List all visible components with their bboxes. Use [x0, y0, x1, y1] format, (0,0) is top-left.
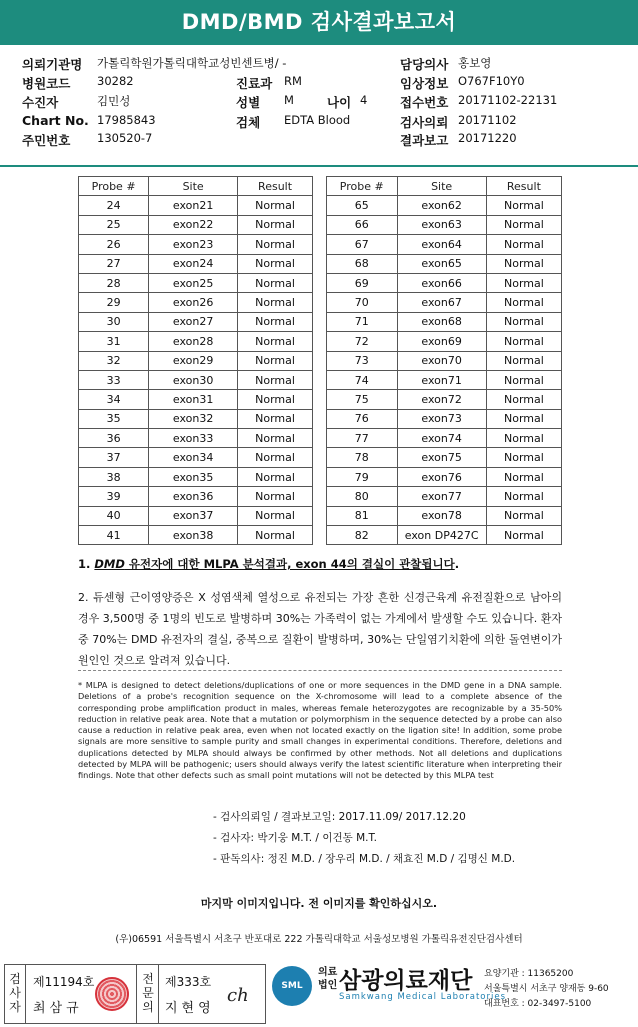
report-value: 20171220 — [458, 131, 517, 145]
finding-text: 유전자에 대한 MLPA 분석결과, exon 44의 결실이 관찰됩니다 — [124, 557, 455, 571]
probe-rows-right — [327, 196, 562, 545]
hospital-code-value: 30282 — [97, 74, 134, 88]
table-row — [79, 467, 313, 486]
clinical-value: O767F10Y0 — [458, 74, 525, 88]
contact-code: 요양기관 : 11365200 — [484, 969, 574, 979]
column-header: Probe # — [327, 177, 398, 196]
probe-number-cell: 29 — [79, 293, 149, 312]
site-cell: exon27 — [149, 312, 238, 331]
contact-address: 서울특별시 서초구 양재동 9-60 — [484, 984, 609, 994]
probe-number-cell: 82 — [327, 526, 398, 545]
table-row — [79, 332, 313, 351]
table-row — [327, 467, 562, 486]
table-row — [79, 351, 313, 370]
id-label: 주민번호 — [22, 133, 71, 148]
gene-name: DMD — [94, 557, 125, 571]
id-value: 130520-7 — [97, 131, 153, 145]
age-value: 4 — [360, 93, 368, 107]
examiner-name: 최삼규 — [33, 1001, 83, 1016]
result-cell: Normal — [486, 254, 561, 273]
column-header: Result — [238, 177, 313, 196]
box-divider — [158, 965, 159, 1023]
sex-value: M — [284, 93, 294, 107]
institution-value: 가톨릭학원가톨릭대학교성빈센트병/ - — [97, 56, 287, 70]
doctor-label: 담당의사 — [400, 57, 449, 72]
vert-char: 자 — [9, 1000, 21, 1014]
site-cell: exon69 — [397, 332, 486, 351]
result-cell: Normal — [238, 526, 313, 545]
result-cell: Normal — [238, 312, 313, 331]
table-row — [327, 235, 562, 254]
specialist-name: 지현영 — [165, 1001, 215, 1016]
site-cell: exon32 — [149, 409, 238, 428]
result-cell: Normal — [238, 506, 313, 525]
request-value: 20171102 — [458, 113, 517, 127]
site-cell: exon25 — [149, 273, 238, 292]
result-cell: Normal — [486, 429, 561, 448]
result-cell: Normal — [238, 215, 313, 234]
chart-label: Chart No. — [22, 113, 89, 128]
table-row — [79, 487, 313, 506]
specialist-vertical-label — [141, 972, 155, 1014]
table-row — [327, 332, 562, 351]
vert-char: 사 — [9, 986, 21, 1000]
finding-underlined — [94, 557, 454, 571]
site-cell: exon66 — [397, 273, 486, 292]
site-cell: exon26 — [149, 293, 238, 312]
probe-number-cell: 37 — [79, 448, 149, 467]
table-row — [79, 273, 313, 292]
table-row — [327, 390, 562, 409]
request-label: 검사의뢰 — [400, 115, 449, 130]
probe-number-cell: 67 — [327, 235, 398, 254]
site-cell: exon35 — [149, 467, 238, 486]
site-cell: exon31 — [149, 390, 238, 409]
specialist-registration: 제333호 — [165, 975, 212, 989]
site-cell: exon DP427C — [397, 526, 486, 545]
mlpa-disclaimer: * MLPA is designed to detect deletions/duplications of one or more sequences in the DMD gene in a DNA sample. Deletions of a probe's recognition sequence on the X-chromosome will lead to a complete absence of the corresponding probe amplification product in males, whereas female heterozygotes are recognizable by a 35-50% reduction in relative peak area. Note that a mutation or polymorphism in the sequence detected by a probe can also cause a reduction in relative peak area, even when not located exactly on the ligation site! In addition, some probe signals are more sensitive to sample purity and small changes in experimental conditions. Therefore, deletions and duplications detected by MLPA should always be confirmed by other methods. Not all deletions and duplications detected by MLPA will be pathogenic; users should always verify the latest scientific literature when interpreting their findings. Note that other defects such as small point mutations will not be detected by this MLPA test — [78, 680, 562, 781]
table-header-row — [79, 177, 313, 196]
probe-number-cell: 25 — [79, 215, 149, 234]
result-cell: Normal — [238, 293, 313, 312]
info-row-2 — [22, 74, 628, 93]
probe-number-cell: 69 — [327, 273, 398, 292]
column-header: Probe # — [79, 177, 149, 196]
column-header: Site — [149, 177, 238, 196]
table-row — [79, 370, 313, 389]
probe-number-cell: 81 — [327, 506, 398, 525]
result-cell: Normal — [238, 254, 313, 273]
table-row — [327, 526, 562, 545]
patient-label: 수진자 — [22, 95, 59, 110]
probe-number-cell: 32 — [79, 351, 149, 370]
table-row — [327, 254, 562, 273]
finding-note — [78, 556, 459, 572]
table-row — [327, 409, 562, 428]
dashed-divider — [78, 670, 562, 671]
site-cell: exon38 — [149, 526, 238, 545]
result-cell: Normal — [486, 273, 561, 292]
probe-number-cell: 40 — [79, 506, 149, 525]
result-cell: Normal — [486, 409, 561, 428]
table-row — [327, 273, 562, 292]
result-cell: Normal — [238, 196, 313, 215]
vert-char: 문 — [142, 986, 154, 1000]
probe-number-cell: 31 — [79, 332, 149, 351]
probe-rows-left — [79, 196, 313, 545]
site-cell: exon67 — [397, 293, 486, 312]
probe-number-cell: 39 — [79, 487, 149, 506]
table-row — [327, 448, 562, 467]
vert-char: 의 — [142, 1000, 154, 1014]
receipt-label: 접수번호 — [400, 95, 449, 110]
site-cell: exon23 — [149, 235, 238, 254]
site-cell: exon72 — [397, 390, 486, 409]
probe-number-cell: 80 — [327, 487, 398, 506]
table-row — [79, 215, 313, 234]
examiner-line: - 검사자: 박기웅 M.T. / 이건동 M.T. — [213, 832, 377, 844]
table-row — [327, 312, 562, 331]
examiner-vertical-label — [8, 972, 22, 1014]
result-cell: Normal — [486, 332, 561, 351]
table-row — [327, 487, 562, 506]
institution-label: 의뢰기관명 — [22, 57, 83, 72]
site-cell: exon73 — [397, 409, 486, 428]
department-value: RM — [284, 74, 302, 88]
probe-number-cell: 79 — [327, 467, 398, 486]
table-row — [79, 390, 313, 409]
result-cell: Normal — [238, 235, 313, 254]
probe-number-cell: 34 — [79, 390, 149, 409]
site-cell: exon64 — [397, 235, 486, 254]
dates-line: - 검사의뢰일 / 결과보고일: 2017.11.09/ 2017.12.20 — [213, 811, 466, 823]
footer — [0, 960, 638, 1027]
probe-number-cell: 76 — [327, 409, 398, 428]
result-cell: Normal — [486, 312, 561, 331]
lab-address: (우)06591 서울특별시 서초구 반포대로 222 가톨릭대학교 서울성모병원 가톨릭유전진단검사센터 — [115, 934, 523, 945]
probe-number-cell: 74 — [327, 370, 398, 389]
table-row — [79, 235, 313, 254]
examiner-registration: 제11194호 — [33, 975, 95, 989]
logo-small-text-2: 법인 — [318, 980, 338, 991]
site-cell: exon24 — [149, 254, 238, 273]
site-cell: exon74 — [397, 429, 486, 448]
site-cell: exon33 — [149, 429, 238, 448]
probe-number-cell: 72 — [327, 332, 398, 351]
probe-number-cell: 68 — [327, 254, 398, 273]
result-cell: Normal — [486, 448, 561, 467]
probe-number-cell: 70 — [327, 293, 398, 312]
result-cell: Normal — [238, 390, 313, 409]
box-divider — [136, 965, 137, 1023]
reader-line: - 판독의사: 정진 M.D. / 장우리 M.D. / 채효진 M.D / 김명신 M.D. — [213, 853, 516, 865]
result-cell: Normal — [238, 273, 313, 292]
box-divider — [25, 965, 26, 1023]
info-row-5 — [22, 131, 628, 150]
result-cell: Normal — [486, 390, 561, 409]
table-header-row — [327, 177, 562, 196]
disease-description: 2. 듀센형 근이영양증은 X 성염색체 열성으로 유전되는 가장 흔한 신경근육계 유전질환으로 남아의 경우 3,500명 중 1명의 빈도로 발병하며 30%는 가족력이 없는 가계에서 발생할 수도 있습니다. 환자 중 70%는 DMD 유전자의 결실, 중복으로 질환이 발병하며, 30%는 단일염기치환에 의한 돌연변이가 원인인 것으로 알려져 있습니다. — [78, 591, 562, 667]
probe-number-cell: 41 — [79, 526, 149, 545]
table-row — [79, 526, 313, 545]
site-cell: exon70 — [397, 351, 486, 370]
finding-prefix: 1. — [78, 557, 95, 571]
vert-char: 검 — [9, 972, 21, 986]
doctor-value: 홍보영 — [458, 56, 492, 70]
table-row — [79, 429, 313, 448]
probe-number-cell: 38 — [79, 467, 149, 486]
logo-small-text-1: 의료 — [318, 967, 338, 978]
probe-table-left — [78, 176, 313, 545]
logo-main-text: 삼광의료재단 — [339, 968, 473, 994]
last-page-notice: 마지막 이미지입니다. 전 이미지를 확인하십시오. — [200, 897, 438, 910]
probe-number-cell: 30 — [79, 312, 149, 331]
table-row — [327, 293, 562, 312]
site-cell: exon65 — [397, 254, 486, 273]
table-row — [79, 448, 313, 467]
logo-english-text: Samkwang Medical Laboratories — [339, 992, 507, 1002]
header-divider — [0, 165, 638, 167]
contact-phone: 대표번호 : 02-3497-5100 — [484, 999, 592, 1009]
table-row — [79, 506, 313, 525]
sml-logo-icon: SML — [272, 966, 312, 1006]
probe-number-cell: 78 — [327, 448, 398, 467]
patient-value: 김민성 — [97, 94, 131, 108]
site-cell: exon28 — [149, 332, 238, 351]
signature-box — [4, 964, 266, 1024]
result-cell: Normal — [486, 506, 561, 525]
signature-icon: ch — [227, 985, 249, 1006]
patient-info — [22, 55, 628, 155]
site-cell: exon77 — [397, 487, 486, 506]
result-cell: Normal — [486, 467, 561, 486]
report-title: DMD/BMD 검사결과보고서 — [0, 0, 638, 45]
result-cell: Normal — [238, 487, 313, 506]
result-cell: Normal — [238, 448, 313, 467]
site-cell: exon75 — [397, 448, 486, 467]
probe-number-cell: 75 — [327, 390, 398, 409]
result-cell: Normal — [486, 526, 561, 545]
result-cell: Normal — [238, 351, 313, 370]
site-cell: exon68 — [397, 312, 486, 331]
table-row — [79, 196, 313, 215]
specimen-value: EDTA Blood — [284, 113, 351, 127]
result-cell: Normal — [486, 293, 561, 312]
probe-number-cell: 35 — [79, 409, 149, 428]
result-cell: Normal — [486, 487, 561, 506]
table-row — [79, 293, 313, 312]
site-cell: exon22 — [149, 215, 238, 234]
table-row — [327, 196, 562, 215]
result-cell: Normal — [238, 429, 313, 448]
probe-number-cell: 77 — [327, 429, 398, 448]
probe-number-cell: 33 — [79, 370, 149, 389]
age-label: 나이 — [327, 95, 352, 110]
result-cell: Normal — [238, 409, 313, 428]
probe-number-cell: 66 — [327, 215, 398, 234]
clinical-label: 임상정보 — [400, 76, 449, 91]
site-cell: exon29 — [149, 351, 238, 370]
site-cell: exon36 — [149, 487, 238, 506]
probe-number-cell: 24 — [79, 196, 149, 215]
table-row — [79, 254, 313, 273]
site-cell: exon62 — [397, 196, 486, 215]
result-cell: Normal — [486, 235, 561, 254]
result-cell: Normal — [238, 332, 313, 351]
column-header: Site — [397, 177, 486, 196]
result-cell: Normal — [238, 467, 313, 486]
result-cell: Normal — [238, 370, 313, 389]
site-cell: exon21 — [149, 196, 238, 215]
site-cell: exon30 — [149, 370, 238, 389]
probe-number-cell: 28 — [79, 273, 149, 292]
table-row — [327, 506, 562, 525]
info-row-4 — [22, 113, 628, 132]
site-cell: exon78 — [397, 506, 486, 525]
table-row — [327, 429, 562, 448]
receipt-value: 20171102-22131 — [458, 93, 558, 107]
site-cell: exon63 — [397, 215, 486, 234]
site-cell: exon71 — [397, 370, 486, 389]
table-row — [79, 409, 313, 428]
vert-char: 전 — [142, 972, 154, 986]
site-cell: exon76 — [397, 467, 486, 486]
table-row — [327, 370, 562, 389]
specimen-label: 검체 — [236, 115, 261, 130]
table-row — [327, 215, 562, 234]
probe-number-cell: 27 — [79, 254, 149, 273]
probe-table-right — [326, 176, 562, 545]
probe-number-cell: 65 — [327, 196, 398, 215]
table-row — [327, 351, 562, 370]
signature-list — [213, 807, 515, 870]
result-cell: Normal — [486, 196, 561, 215]
sex-label: 성별 — [236, 95, 261, 110]
result-cell: Normal — [486, 351, 561, 370]
probe-number-cell: 73 — [327, 351, 398, 370]
chart-value: 17985843 — [97, 113, 156, 127]
table-row — [79, 312, 313, 331]
info-row-1 — [22, 55, 628, 74]
column-header: Result — [486, 177, 561, 196]
department-label: 진료과 — [236, 76, 273, 91]
info-row-3 — [22, 93, 628, 112]
probe-number-cell: 36 — [79, 429, 149, 448]
seal-icon — [95, 977, 129, 1011]
probe-number-cell: 71 — [327, 312, 398, 331]
hospital-code-label: 병원코드 — [22, 76, 71, 91]
result-cell: Normal — [486, 370, 561, 389]
probe-number-cell: 26 — [79, 235, 149, 254]
site-cell: exon37 — [149, 506, 238, 525]
report-label: 결과보고 — [400, 133, 449, 148]
finding-suffix: . — [454, 557, 460, 571]
result-cell: Normal — [486, 215, 561, 234]
site-cell: exon34 — [149, 448, 238, 467]
